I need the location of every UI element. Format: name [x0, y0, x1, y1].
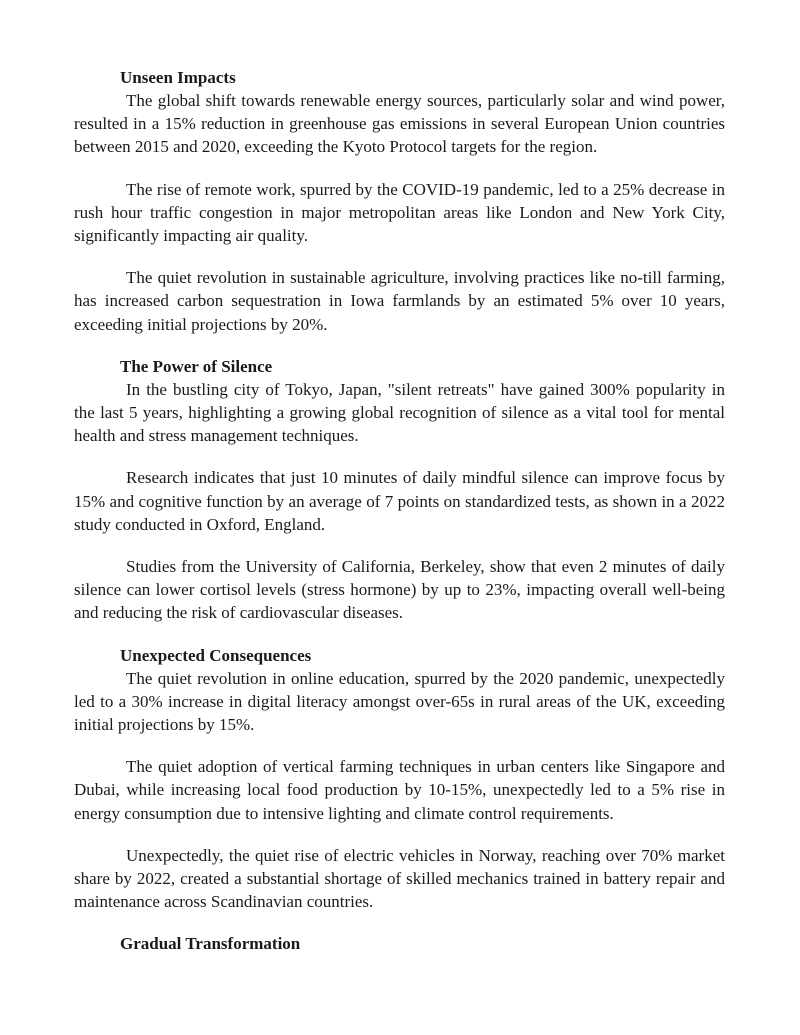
document-page	[74, 66, 725, 967]
section-power-of-silence	[74, 355, 725, 625]
paragraph: The global shift towards renewable energy sources, particularly solar and wind power, resulted in a 15% reduction in greenhouse gas emissions in several European Union countries between 2015 and 2020, exceeding the Kyoto Protocol targets for the region.	[74, 91, 725, 157]
paragraph: The quiet adoption of vertical farming techniques in urban centers like Singapore and Dubai, while increasing local food production by 10-15%, unexpectedly led to a 5% rise in energy consumption due to intensive lighting and climate control requirements.	[74, 757, 725, 823]
section-heading: The Power of Silence	[120, 356, 273, 376]
section-heading: Unseen Impacts	[120, 68, 236, 87]
paragraph: Research indicates that just 10 minutes of daily mindful silence can improve focus by 15% and cognitive function by an average of 7 points on standardized tests, as shown in a 2022 study conducted in Oxford, England.	[74, 468, 725, 534]
paragraph: The quiet revolution in sustainable agriculture, involving practices like no-till farming, has increased carbon sequestration in Iowa farmlands by an estimated 5% over 10 years, exceeding initial projections by 20%.	[74, 268, 725, 334]
paragraph: The rise of remote work, spurred by the COVID-19 pandemic, led to a 25% decrease in rush hour traffic congestion in major metropolitan areas like London and New York City, significantly impacting air quality.	[74, 179, 725, 246]
section-unseen-impacts	[74, 66, 725, 336]
paragraph: In the bustling city of Tokyo, Japan, "silent retreats" have gained 300% popularity in the last 5 years, highlighting a growing global recognition of silence as a vital tool for mental health and stress management techniques.	[74, 379, 725, 446]
section-unexpected-consequences	[74, 644, 725, 914]
section-heading: Unexpected Consequences	[120, 645, 312, 665]
section-gradual-transformation	[74, 932, 725, 955]
paragraph: Studies from the University of California, Berkeley, show that even 2 minutes of daily silence can lower cortisol levels (stress hormone) by up to 23%, impacting overall well-being and reducing the risk of cardiovascular diseases.	[74, 557, 725, 623]
paragraph: Unexpectedly, the quiet rise of electric vehicles in Norway, reaching over 70% market share by 2022, created a substantial shortage of skilled mechanics trained in battery repair and maintenance across Scandinavian countries.	[74, 845, 725, 912]
section-heading: Gradual Transformation	[120, 934, 301, 954]
paragraph: The quiet revolution in online education, spurred by the 2020 pandemic, unexpectedly led to a 30% increase in digital literacy amongst over-65s in rural areas of the UK, exceeding initial projections by 15%.	[74, 668, 725, 735]
